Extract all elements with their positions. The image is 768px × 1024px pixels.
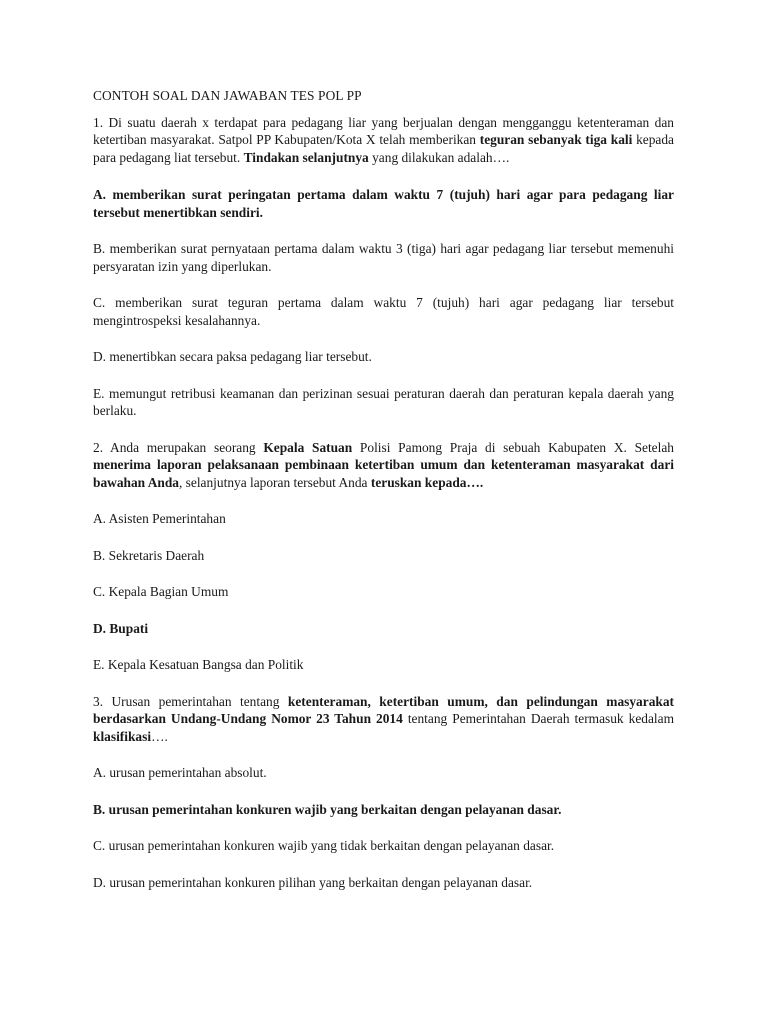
question-3-text-3: …. [151, 728, 168, 744]
question-2-option-c: C. Kepala Bagian Umum [93, 584, 229, 599]
question-3-text-1: 3. Urusan pemerintahan tentang [93, 693, 288, 709]
question-1-text-2: kepada para pedagang liat tersebut. [93, 132, 674, 165]
question-1-emphasis-2: Tindakan selanjutnya [243, 149, 369, 165]
question-2-option-a: A. Asisten Pemerintahan [93, 511, 226, 526]
question-2-emphasis-1: Kepala Satuan [263, 439, 353, 455]
document-title: CONTOH SOAL DAN JAWABAN TES POL PP [93, 88, 362, 103]
question-3-stem [93, 693, 674, 746]
question-2-emphasis-3: teruskan kepada…. [370, 474, 484, 490]
document-page [93, 87, 674, 910]
question-2-text-2: Polisi Pamong Praja di sebuah Kabupaten X. Setelah [352, 439, 674, 455]
question-3-emphasis-2: klasifikasi [93, 728, 152, 744]
question-3-option-a: A. urusan pemerintahan absolut. [93, 765, 267, 780]
question-2-emphasis-2: menerima laporan pelaksanaan pembinaan ketertiban umum dan ketenteraman masyarakat dari bawahan Anda [93, 457, 674, 490]
question-2-option-b: B. Sekretaris Daerah [93, 547, 205, 563]
question-1-option-e: E. memungut retribusi keamanan dan perizinan sesuai peraturan daerah dan peraturan kepala daerah yang berlaku. [93, 385, 674, 418]
question-2-option-d-answer: D. Bupati [93, 620, 149, 636]
question-1-stem [93, 114, 674, 167]
question-1-option-b: B. memberikan surat pernyataan pertama dalam waktu 3 (tiga) hari agar pedagang liar tersebut memenuhi persyaratan izin yang diperlukan. [93, 241, 674, 274]
question-2-text-3: , selanjutnya laporan tersebut Anda [178, 474, 371, 490]
question-2-text-1: 2. Anda merupakan seorang [93, 439, 264, 455]
question-1-option-d: D. menertibkan secara paksa pedagang liar tersebut. [93, 349, 372, 364]
question-1-option-a-answer: A. memberikan surat peringatan pertama dalam waktu 7 (tujuh) hari agar para pedagang liar tersebut menertibkan sendiri. [93, 187, 674, 220]
question-3-emphasis-1: ketenteraman, ketertiban umum, dan pelindungan masyarakat berdasarkan Undang-Undang Nomor 23 Tahun 2014 [93, 693, 674, 726]
question-3-option-b-answer: B. urusan pemerintahan konkuren wajib yang berkaitan dengan pelayanan dasar. [93, 801, 562, 817]
question-1-option-c: C. memberikan surat teguran pertama dalam waktu 7 (tujuh) hari agar pedagang liar tersebut mengintrospeksi kesalahannya. [93, 295, 674, 328]
question-3-option-c: C. urusan pemerintahan konkuren wajib yang tidak berkaitan dengan pelayanan dasar. [93, 838, 555, 853]
question-2-option-e: E. Kepala Kesatuan Bangsa dan Politik [93, 657, 304, 672]
question-3-text-2: tentang Pemerintahan Daerah termasuk kedalam [402, 711, 674, 726]
question-2-stem [93, 439, 674, 492]
question-1-text-3: yang dilakukan adalah…. [368, 149, 510, 165]
question-1-emphasis-1: teguran sebanyak tiga kali [479, 132, 633, 147]
question-1-text-1: 1. Di suatu daerah x terdapat para pedagang liar yang berjualan dengan mengganggu ketenteraman dan ketertiban masyarakat. Satpol PP Kabupaten/Kota X telah memberikan [93, 114, 674, 147]
question-3-option-d: D. urusan pemerintahan konkuren pilihan yang berkaitan dengan pelayanan dasar. [93, 874, 533, 890]
